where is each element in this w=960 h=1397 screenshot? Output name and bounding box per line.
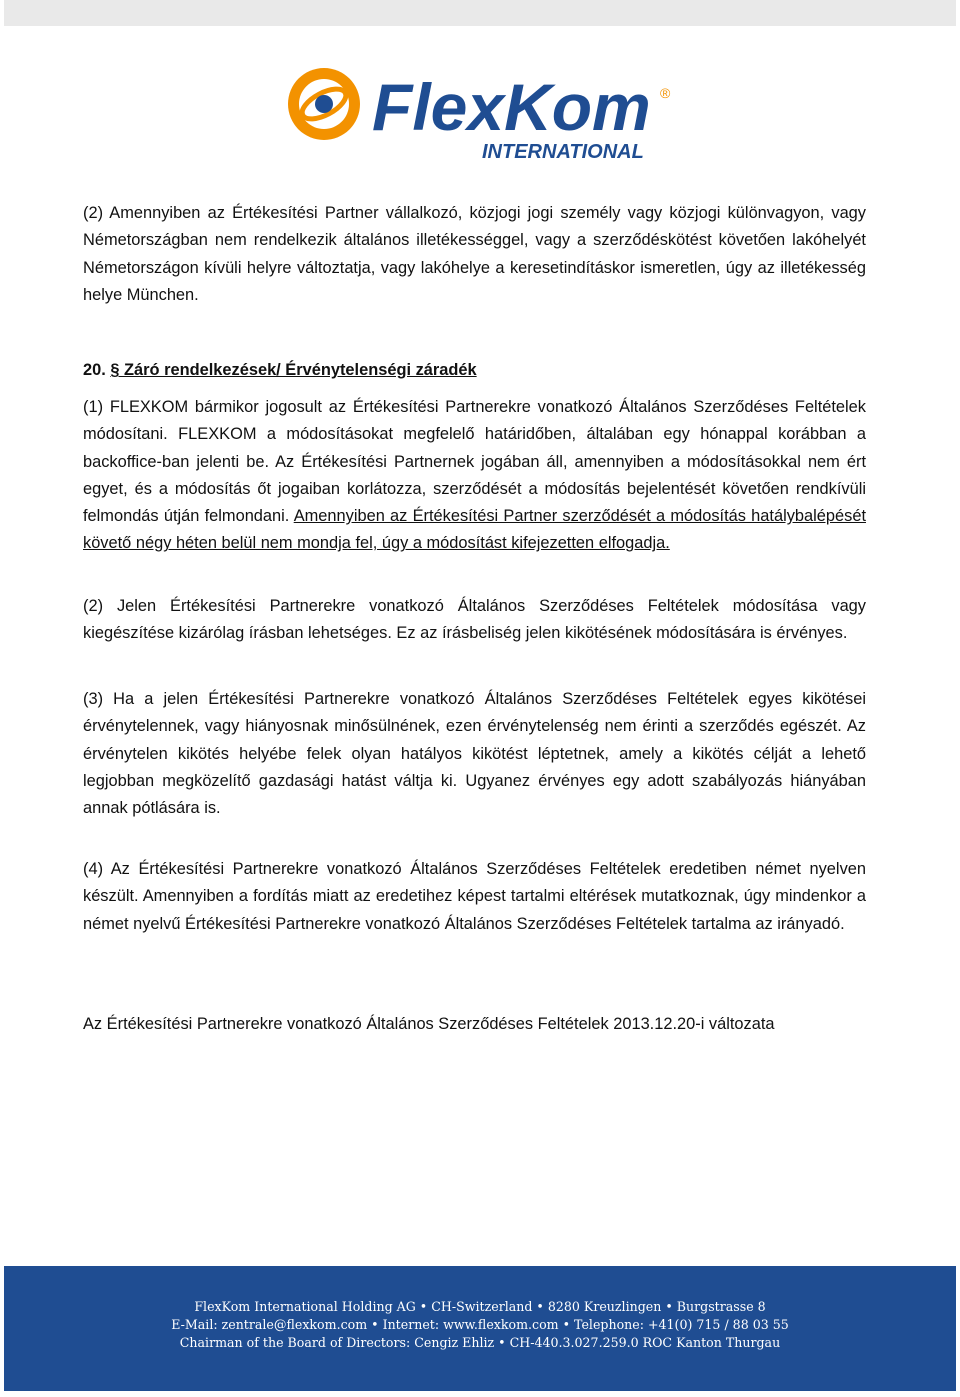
logo-name: FlexKom: [372, 70, 651, 144]
paragraph-20-1: [83, 394, 866, 558]
logo-subtitle: INTERNATIONAL: [482, 141, 644, 163]
registered-mark: ®: [660, 85, 671, 101]
version-note: Az Értékesítési Partnerekre vonatkozó Általános Szerződéses Feltételek 2013.12.20-i változata: [83, 1015, 775, 1033]
footer-company-line: FlexKom International Holding AG • CH-Switzerland • 8280 Kreuzlingen • Burgstrasse 8: [194, 1299, 766, 1314]
paragraph-20-1-underlined: Amennyiben az Értékesítési Partner szerződését a módosítás hatálybalépését követő négy héten belül nem mondja fel, úgy a módosítást kifejezetten elfogadja.: [83, 507, 866, 553]
globe-icon: [288, 68, 360, 140]
paragraph-20-2: (2) Jelen Értékesítési Partnerekre vonatkozó Általános Szerződéses Feltételek módosítása vagy kiegészítése kizárólag írásban lehetséges. Ez az írásbeliség jelen kikötésének módosítására is érvényes.: [83, 597, 866, 643]
flexkom-logo: [280, 64, 680, 164]
section-number: 20.: [83, 361, 106, 379]
footer: [4, 1266, 956, 1391]
footer-contact-line: E-Mail: zentrale@flexkom.com • Internet: www.flexkom.com • Telephone: +41(0) 715 / 88 03 55: [171, 1317, 789, 1332]
section-heading: [83, 357, 866, 384]
footer-registry-line: Chairman of the Board of Directors: Cengiz Ehliz • CH-440.3.027.259.0 ROC Kanton Thurgau: [179, 1335, 781, 1350]
top-bar: [4, 0, 956, 26]
paragraph-20-4: (4) Az Értékesítési Partnerekre vonatkozó Általános Szerződéses Feltételek eredetiben német nyelven készült. Amennyiben a fordítás miatt az eredetihez képest tartalmi eltérések mutatkoznak, úgy mindenkor a német nyelvű Értékesítési Partnerekre vonatkozó Általános Szerződéses Feltételek tartalma az irányadó.: [83, 860, 866, 933]
section-title: § Záró rendelkezések/ Érvénytelenségi záradék: [110, 361, 477, 379]
paragraph-20-1-text: (1) FLEXKOM bármikor jogosult az Értékesítési Partnerekre vonatkozó Általános Szerződéses Feltételek módosítani. FLEXKOM a módosításokat megfelelő határidőben, általában egy hónappal korábban a backoffice-ban jelenti be. Az Értékesítési Partnernek jogában áll, amennyiben a módosításokkal nem ért egyet, és a módosítás őt jogaiban korlátozza, szerződését a módosítás bejelentését követően rendkívüli felmondás útján felmondani.: [83, 398, 866, 526]
paragraph-20-3: (3) Ha a jelen Értékesítési Partnerekre vonatkozó Általános Szerződéses Feltételek egyes kikötései érvénytelennek, vagy hiányosnak minősülnének, ezen érvénytelenség nem érinti a szerződés egészét. Az érvénytelen kikötés helyébe felek olyan hatályos kikötést léptetnek, amely a kikötés célját a lehető legjobban megközelítő gazdasági hatást váltja ki. Ugyanez érvényes egy adott szabályozás hiányában annak pótlására is.: [83, 690, 866, 818]
paragraph-19-2: (2) Amennyiben az Értékesítési Partner vállalkozó, közjogi jogi személy vagy közjogi különvagyon, vagy Németországban nem rendelkezik általános illetékességgel, vagy a szerződéskötést követően lakóhelyét Németországon kívüli helyre változtatja, vagy lakóhelye a keresetindításkor ismeretlen, úgy az illetékesség helye München.: [83, 204, 866, 304]
